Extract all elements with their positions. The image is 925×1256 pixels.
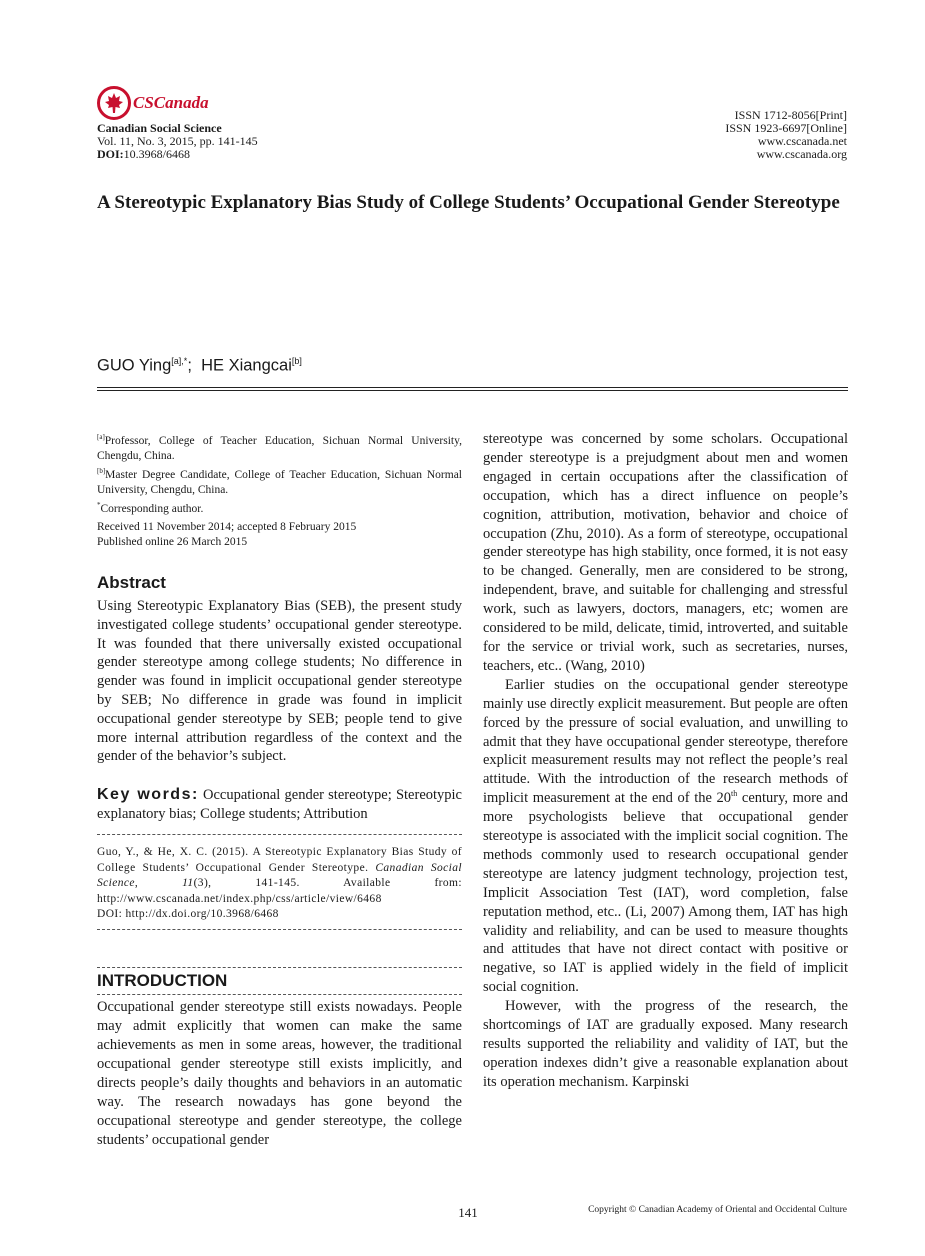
ordinal-superscript: th	[731, 789, 738, 799]
article-dates	[97, 520, 462, 550]
keywords	[97, 785, 462, 824]
corresponding-text: Corresponding author.	[100, 502, 204, 515]
published-date: Published online 26 March 2015	[97, 536, 248, 548]
intro-divider-bottom	[97, 994, 462, 995]
citation-volume: 11	[182, 877, 194, 889]
citation-authors-title: Guo, Y., & He, X. C. (2015). A Stereotypic Explanatory Bias Study of College Students’ Occupational Gender Stereotype.	[97, 846, 462, 874]
author-1-affiliation-mark: [a],*	[171, 356, 188, 366]
citation-divider-top	[97, 834, 462, 835]
author-separator: ;	[187, 356, 192, 375]
abstract-text: Using Stereotypic Explanatory Bias (SEB), the present study investigated college students’ occupational gender stereotype. It was founded that there universally existed occupational gender stereotype among college students; No difference in gender was found in implicit occupational gender stereotype by SEB; No difference in grade was found in implicit occupational gender stereotype by SEB; people tend to give more internal attribution regardless of the context and the gender of the behavior’s subject.	[97, 598, 462, 765]
affiliation-a-text: Professor, College of Teacher Education, Sichuan Normal University, Chengdu, China.	[97, 434, 462, 462]
affiliation-a-mark: [a]	[97, 433, 105, 441]
affiliation-b-text: Master Degree Candidate, College of Teacher Education, Sichuan Normal University, Chengdu, China.	[97, 468, 462, 496]
journal-name: Canadian Social Science	[97, 121, 222, 135]
abstract-heading: Abstract	[97, 573, 166, 592]
affiliation-a	[97, 430, 462, 464]
doi-line	[97, 148, 258, 161]
author-2-name: HE Xiangcai	[201, 356, 292, 375]
received-date: Received 11 November 2014; accepted 8 February 2015	[97, 521, 357, 533]
citation-divider-bottom	[97, 929, 462, 930]
doi-label: DOI:	[97, 147, 124, 161]
body-paragraph-2	[483, 676, 848, 997]
site-net-link[interactable]: www.cscanada.net	[757, 134, 847, 148]
doi-value: 10.3968/6468	[123, 147, 191, 161]
article-title: A Stereotypic Explanatory Bias Study of College Students’ Occupational Gender Stereotype	[97, 192, 840, 213]
issn-block	[725, 109, 847, 161]
corresponding-mark: *	[97, 500, 101, 509]
citation-doi[interactable]: DOI: http://dx.doi.org/10.3968/6468	[97, 908, 279, 920]
copyright-notice: Copyright © Canadian Academy of Oriental and Occidental Culture	[588, 1205, 847, 1215]
affiliation-b-mark: [b]	[97, 466, 106, 475]
maple-leaf-logo-icon	[97, 86, 131, 120]
issn-online: ISSN 1923-6697[Online]	[725, 121, 847, 135]
affiliation-b	[97, 464, 462, 498]
body-paragraph-3: However, with the progress of the research, the shortcomings of IAT are gradually exposed. Many research results supported the reliability and validity of IAT, but the operation indexes didn’t give a reasonable explanation about its operation mechanism. Karpinski	[483, 998, 848, 1090]
publisher-logo	[97, 86, 209, 120]
citation-journal: Canadian Social Science	[97, 861, 462, 889]
header-rule-bottom	[97, 390, 848, 391]
introduction-text: Occupational gender stereotype still exists nowadays. People may admit explicitly that women can make the same achievements as men in some areas, however, the traditional occupational gender stereotype still exists implicitly, and directs people’s daily thoughts and behaviors in an automatic way. The research nowadays has gone beyond the occupational stereotype and gender stereotype, the college students’ occupational gender	[97, 999, 462, 1148]
corresponding-note	[97, 498, 462, 517]
keywords-text: Occupational gender stereotype; Stereotypic explanatory bias; College students; Attribution	[97, 787, 462, 822]
author-2-affiliation-mark: [b]	[291, 356, 302, 366]
page-number: 141	[458, 1205, 478, 1220]
affiliations	[97, 430, 462, 516]
keywords-label: Key words:	[97, 786, 199, 803]
volume-info: Vol. 11, No. 3, 2015, pp. 141-145	[97, 134, 258, 148]
header-rule-top	[97, 387, 848, 388]
author-line	[97, 356, 302, 376]
journal-info	[97, 122, 258, 161]
site-org-link[interactable]: www.cscanada.org	[756, 147, 847, 161]
body-paragraph-2-part-a: Earlier studies on the occupational gender stereotype mainly use directly explicit measurement. But people are often forced by the pressure of social evaluation, and unwilling to admit that they have occupational gender stereotype, therefore explicit measurement results may not reflect the people’s real attitude. With the introduction of the research methods of implicit measurement at the end of the 20	[483, 676, 848, 807]
introduction-heading: INTRODUCTION	[97, 971, 228, 990]
author-1-name: GUO Ying	[97, 356, 172, 375]
issn-print: ISSN 1712-8056[Print]	[734, 108, 847, 122]
right-column-body	[483, 430, 848, 1092]
citation-issue-url[interactable]: (3), 141-145. Available from: http://www.cscanada.net/index.php/css/article/view/6468	[97, 877, 462, 905]
body-paragraph-2-part-b: century, more and more psychologists believe that occupational gender stereotype is associated with the implicit social cognition. The methods commonly used to research occupational gender stereotype are latency judgment technology, projection test, Implicit Association Test (IAT), word completion, false reputation method, etc.. (Li, 2007) Among them, IAT has high validity and reliability, and can be used to measure thoughts and attitudes that have not direct contact with positive or negative, so IAT is applied widely in the field of implicit social cognition.	[483, 790, 848, 996]
intro-divider-top	[97, 967, 462, 968]
logo-text: CSCanada	[133, 93, 209, 112]
body-paragraph-1: stereotype was concerned by some scholars. Occupational gender stereotype is a prejudgment about men and women engaged in certain occupations after the classification of occupation, which has a direct influence on people’s cognition, attribution, motivation, behavior and choice of occupation (Zhu, 2010). As a form of stereotype, occupational gender stereotype has high stability, once formed, it is not easy to be changed. Generally, men are considered to be strong, independent, brave, and suitable for challenging and stressful work, such as lawyers, doctors, managers, etc; women are considered to be mild, delicate, timid, introverted, and suitable for the service or trivial work, such as secretaries, nurses, teachers, etc.. (Wang, 2010)	[483, 431, 848, 674]
citation-block: Guo, Y., & He, X. C. (2015). A Stereotypic Explanatory Bias Study of College Students’ Occupational Gender Stereotype. Canadian Social Science, 11(3), 141-145. Available from: http://www.cscanada.net/index.php/css/article/view/6468 DOI: http://dx.doi.org/10.3968/6468	[97, 845, 462, 923]
